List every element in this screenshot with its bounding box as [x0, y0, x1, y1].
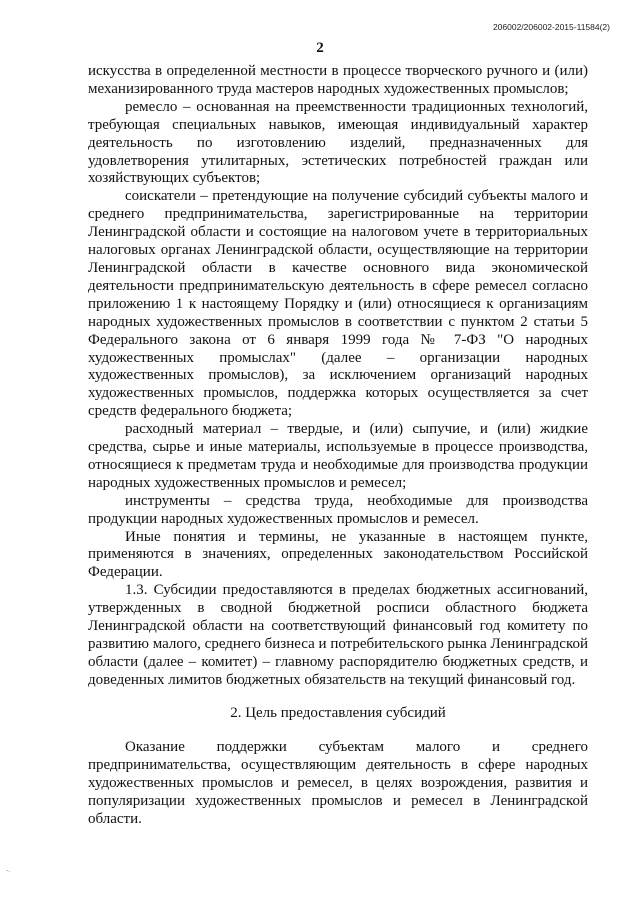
section-2-title: 2. Цель предоставления субсидий [230, 705, 446, 721]
paragraph-soiskateli: соискатели – претендующие на получение субсидий субъекты малого и среднего предпринимательства, зарегистрированные на территории Ленинградской области и состоящие на налоговом учете в территориальных налоговых органах Ленинградской области, осуществляющие на территории Ленинградской области в качестве основного вида экономической деятельности предпринимательскую деятельность в сфере ремесел согласно приложению 1 к настоящему Порядку и (или) относящиеся к организациям народных художественных промыслов в соответствии с пунктом 2 статьи 5 Федерального закона от 6 января 1999 года № 7-ФЗ "О народных художественных промыслах" (далее – организации народных художественных промыслов), за исключением организаций народных художественных промыслов, поддержка которых осуществляется за счет средств федерального бюджета; [88, 188, 588, 420]
paragraph-other-terms: Иные понятия и термины, не указанные в настоящем пункте, применяются в значениях, определенных законодательством Российской Федерации. [88, 528, 588, 581]
paragraph-1-3: 1.3. Субсидии предоставляются в пределах бюджетных ассигнований, утвержденных в сводной бюджетной росписи областного бюджета Ленинградской области на соответствующий финансовый год комитету по развитию малого, среднего бизнеса и потребительского рынка Ленинградской области (далее – комитет) – главному распорядителю бюджетных средств, и доведенных лимитов бюджетных обязательств на текущий финансовый год. [88, 582, 588, 688]
paragraph-tools: инструменты – средства труда, необходимые для производства продукции народных художественных промыслов и ремесел. [88, 492, 588, 527]
section-2-body [88, 739, 588, 829]
paragraph-goal: Оказание поддержки субъектам малого и среднего предпринимательства, осуществляющим деятельность в сфере народных художественных промыслов и ремесел, в целях возрождения, развития и популяризации художественных промыслов и ремесел в Ленинградской области. [88, 739, 588, 827]
paragraph-remeslo: ремесло – основанная на преемственности традиционных технологий, требующая специальных навыков, имеющая индивидуальный характер деятельность по изготовлению изделий, предназначенных для удовлетворения утилитарных, эстетических потребностей граждан или хозяйствующих субъектов; [88, 98, 588, 187]
document-id: 206002/206002-2015-11584(2) [492, 22, 610, 32]
page-number: 2 [316, 40, 324, 56]
body-text [88, 63, 588, 690]
paragraph-materials: расходный материал – твердые, и (или) сыпучие, и (или) жидкие средства, сырье и иные материалы, используемые в процессе производства, относящиеся к предметам труда и необходимые для производства продукции народных художественных промыслов и ремесел; [88, 421, 588, 491]
scan-mark: -. [6, 866, 11, 874]
paragraph-continuation: искусства в определенной местности в процессе творческого ручного и (или) механизированного труда мастеров народных художественных промыслов; [88, 63, 588, 97]
